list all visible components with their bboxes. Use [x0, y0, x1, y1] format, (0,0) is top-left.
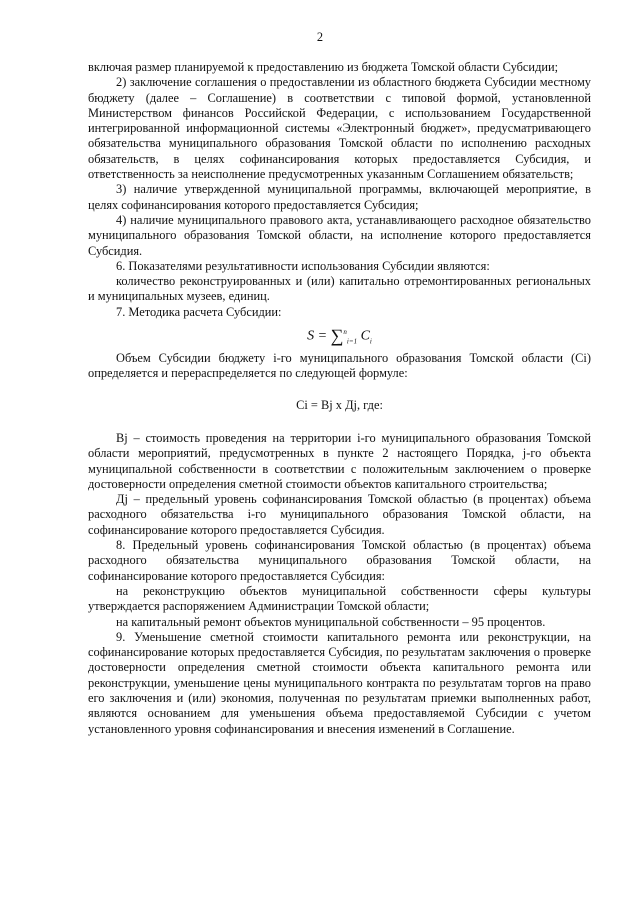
formula-term: C [360, 328, 370, 344]
paragraph-subsidy-volume: Объем Субсидии бюджету i-го муниципального образования Томской области (Ci) определяется и перераспределяется по следующей формуле: [88, 351, 591, 381]
paragraph-section-9: 9. Уменьшение сметной стоимости капитального ремонта или реконструкции, на софинансирование которых предоставляется Субсидия, по результатам заключения о проверке достоверности определения сметной стоимости объекта капитального ремонта или реконструкции, уменьшение цены муниципального контракта по результатам торгов на право его заключения и (или) экономия, полученная по результатам приемки выполненных работ, являются основанием для уменьшения объема предоставляемой Субсидии с учетом установленного уровня софинансирования и внесения изменений в Соглашение. [88, 629, 591, 736]
paragraph-item-2: 2) заключение соглашения о предоставлении из областного бюджета Субсидии местному бюджету (далее – Соглашение) в соответствии с типовой формой, установленной Министерством финансов Российской Федерации, с использованием Государственной интегрированной информационной системы «Электронный бюджет», предусматривающего обязательства муниципального образования Томской области по исполнению расходных обязательств, в целях софинансирования которых предоставляется Субсидия, и ответственность за неисполнение предусмотренных указанным Соглашением обязательств; [88, 75, 591, 182]
paragraph-indicator: количество реконструированных и (или) капитально отремонтированных региональных и муниципальных музеев, единиц. [88, 274, 591, 304]
formula-term-sub: i [369, 337, 372, 346]
paragraph-section-7: 7. Методика расчета Субсидии: [116, 304, 282, 319]
formula-eq: = [317, 328, 328, 344]
document-body [88, 60, 591, 737]
subsidy-formula: Ci = Bj х Дj, где: [296, 397, 383, 412]
paragraph-item-3: 3) наличие утвержденной муниципальной программы, включающей мероприятие, в целях софинансирования которого предоставляется Субсидия; [88, 182, 591, 212]
formula-lhs: S [307, 328, 315, 344]
paragraph-section-8: 8. Предельный уровень софинансирования Томской областью (в процентах) объема расходного обязательства муниципального образования Томской области, на софинансирование которого предоставляется Субсидия: [88, 538, 591, 583]
paragraph-section-6: 6. Показателями результативности использования Субсидии являются: [116, 258, 490, 273]
sum-symbol: ∑ [330, 325, 344, 346]
sum-formula [88, 325, 591, 347]
paragraph-capital-repair: на капитальный ремонт объектов муниципальной собственности – 95 процентов. [116, 614, 546, 629]
paragraph-item-4: 4) наличие муниципального правового акта, устанавливающего расходное обязательство муниципального образования Томской области, на исполнение которого предоставляется Субсидия. [88, 212, 591, 258]
paragraph-dj-definition: Дj – предельный уровень софинансирования Томской областью (в процентах) объема расходного обязательства i-го муниципального образования Томской области, на софинансирование которого предоставляется Субсидия. [88, 492, 591, 537]
paragraph-bj-definition: Bj – стоимость проведения на территории i-го муниципального образования Томской области мероприятий, предусмотренных в пункте 2 настоящего Порядка, j-го объекта муниципальной собственности в соответствии с положительным заключением о проверке достоверности определения сметной стоимости объектов капитального строительства; [88, 430, 591, 491]
paragraph-reconstruction: на реконструкцию объектов муниципальной собственности сферы культуры утверждается распоряжением Администрации Томской области; [88, 583, 591, 614]
paragraph-continuation: включая размер планируемой к предоставлению из бюджета Томской области Субсидии; [88, 60, 559, 74]
sum-lower: i=1 [346, 337, 358, 346]
page-number: 2 [316, 30, 324, 44]
sum-upper: n [343, 328, 347, 337]
